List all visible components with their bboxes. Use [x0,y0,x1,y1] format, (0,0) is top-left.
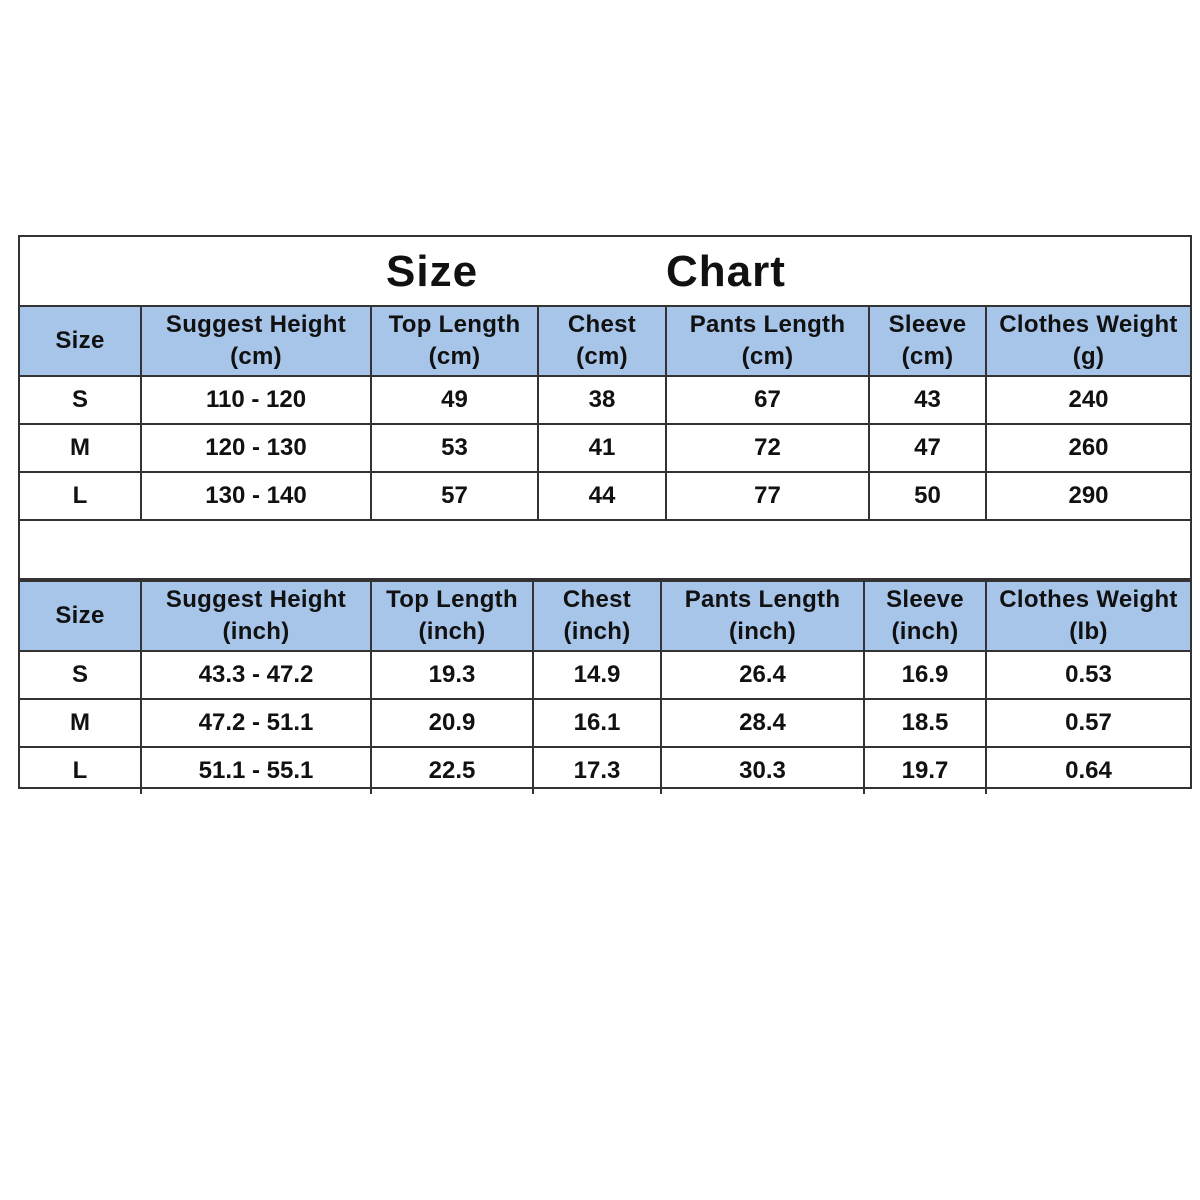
column-header-label: Size [55,327,105,354]
table-cell: 77 [666,472,869,520]
table-cell: 72 [666,424,869,472]
column-header-label: Clothes Weight [999,586,1178,613]
chart-title-word-size: Size [386,247,479,296]
table-cell: 14.9 [533,651,661,699]
table-cell: 47 [869,424,986,472]
column-header-unit: (inch) [222,618,290,645]
table-cell: 43 [869,376,986,424]
column-header [20,581,141,651]
table-row [20,651,1190,699]
table-cell: 260 [986,424,1190,472]
column-header-unit: (g) [1072,343,1105,370]
table-cell: 53 [371,424,538,472]
size-label-cell: M [20,424,141,472]
column-header-unit: (lb) [1069,618,1108,645]
size-label-cell: L [20,472,141,520]
table-cell: 22.5 [371,747,533,794]
table-cell: 0.64 [986,747,1190,794]
table-cell: 19.3 [371,651,533,699]
column-header [20,307,141,376]
table-cell: 44 [538,472,666,520]
column-header [986,581,1190,651]
table-cell: 20.9 [371,699,533,747]
column-header-label: Top Length [388,311,521,338]
column-header-label: Chest [562,586,632,613]
table-cell: 120 - 130 [141,424,371,472]
column-header-label: Chest [567,311,637,338]
header-row [20,307,1190,376]
column-header [666,307,869,376]
column-header [141,581,371,651]
column-header-label: Suggest Height [165,311,347,338]
column-header-label: Pants Length [689,311,846,338]
size-table-cm [20,307,1190,521]
size-label-cell: S [20,651,141,699]
table-cell: 17.3 [533,747,661,794]
table-cell: 43.3 - 47.2 [141,651,371,699]
column-header [371,581,533,651]
table-row [20,472,1190,520]
table-cell: 41 [538,424,666,472]
column-header [141,307,371,376]
column-header-label: Sleeve [886,586,964,613]
table-cell: 49 [371,376,538,424]
table-cell: 47.2 - 51.1 [141,699,371,747]
size-table-inch [20,580,1190,794]
table-cell: 50 [869,472,986,520]
column-header-label: Sleeve [888,311,967,338]
title-row [20,237,1190,307]
column-header [538,307,666,376]
table-cell: 110 - 120 [141,376,371,424]
column-header [371,307,538,376]
chart-title-word-chart: Chart [666,247,786,296]
column-header [986,307,1190,376]
table-row [20,424,1190,472]
size-chart [18,235,1192,789]
table-cell: 67 [666,376,869,424]
table-cell: 38 [538,376,666,424]
table-cell: 51.1 - 55.1 [141,747,371,794]
column-header-unit: (cm) [576,343,628,370]
table-cell: 30.3 [661,747,864,794]
column-header [533,581,661,651]
table-cell: 16.1 [533,699,661,747]
size-label-cell: M [20,699,141,747]
table-cell: 18.5 [864,699,986,747]
table-separator [20,519,1190,580]
column-header-label: Clothes Weight [999,311,1178,338]
size-label-cell: S [20,376,141,424]
column-header-unit: (inch) [563,618,631,645]
column-header [864,581,986,651]
header-row [20,581,1190,651]
column-header-unit: (cm) [901,343,954,370]
table-cell: 0.57 [986,699,1190,747]
table-cell: 16.9 [864,651,986,699]
table-cell: 0.53 [986,651,1190,699]
table-cell: 19.7 [864,747,986,794]
column-header-label: Pants Length [684,586,841,613]
column-header [869,307,986,376]
table-cell: 57 [371,472,538,520]
column-header-unit: (inch) [418,618,486,645]
column-header-label: Top Length [386,586,518,613]
table-row [20,699,1190,747]
table-cell: 240 [986,376,1190,424]
column-header-label: Size [55,602,105,629]
size-label-cell: L [20,747,141,794]
column-header-unit: (inch) [728,618,797,645]
table-row [20,747,1190,794]
column-header-unit: (inch) [891,618,959,645]
column-header-unit: (cm) [230,343,282,370]
table-cell: 290 [986,472,1190,520]
column-header-unit: (cm) [741,343,794,370]
column-header [661,581,864,651]
table-cell: 28.4 [661,699,864,747]
table-row [20,376,1190,424]
table-cell: 26.4 [661,651,864,699]
column-header-unit: (cm) [428,343,481,370]
column-header-label: Suggest Height [165,586,347,613]
table-cell: 130 - 140 [141,472,371,520]
